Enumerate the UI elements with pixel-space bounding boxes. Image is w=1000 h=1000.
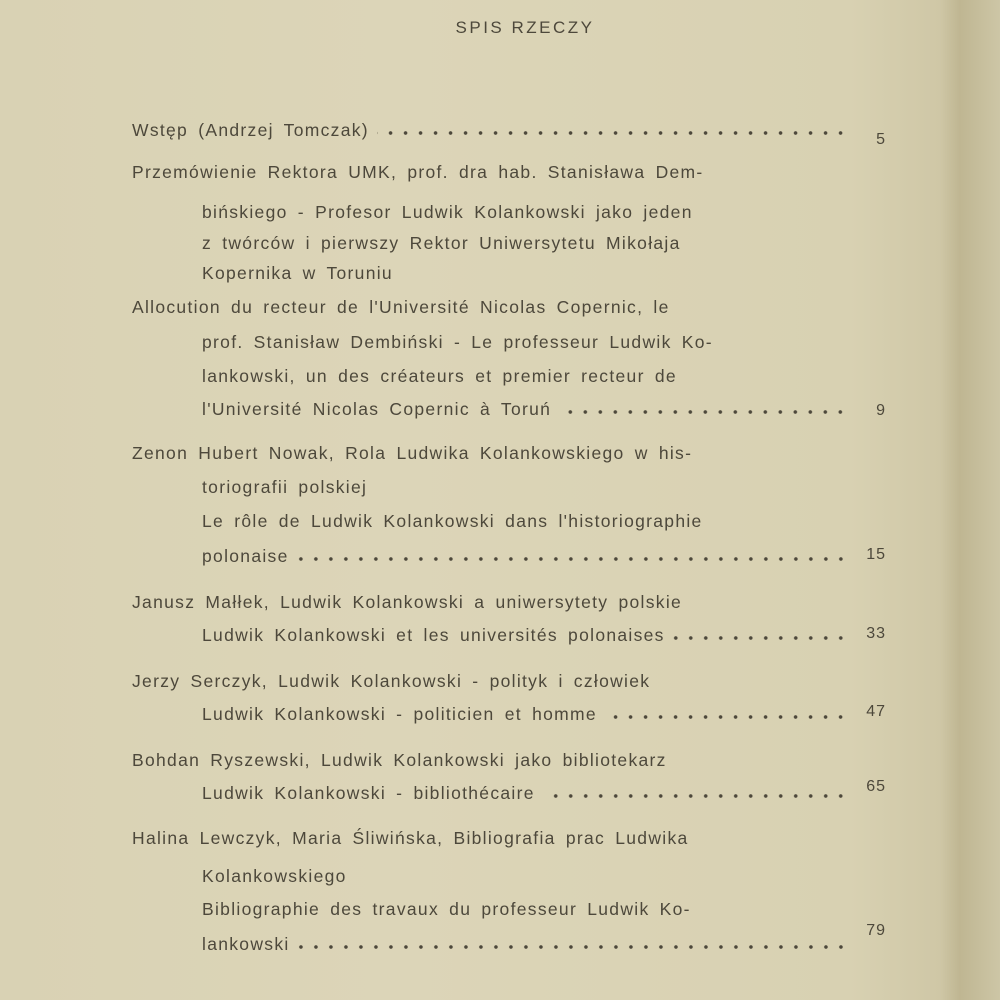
page-number: 79 (866, 922, 886, 939)
toc-line: Allocution du recteur de l'Université Nicolas Copernic, le (132, 297, 670, 317)
toc-line: Kolankowskiego (202, 866, 347, 886)
toc-line: Zenon Hubert Nowak, Rola Ludwika Kolankowskiego w his- (132, 443, 693, 463)
toc-line: Jerzy Serczyk, Ludwik Kolankowski - polityk i człowiek (132, 671, 651, 691)
page-number: 5 (876, 131, 886, 148)
toc-line: Wstęp (Andrzej Tomczak) (132, 120, 369, 140)
page-number: 47 (866, 703, 886, 720)
page-number: 33 (866, 625, 886, 642)
toc-line: l'Université Nicolas Copernic à Toruń (202, 399, 552, 419)
toc-line: Halina Lewczyk, Maria Śliwińska, Bibliografia prac Ludwika (132, 828, 689, 848)
dot-leader (298, 942, 848, 952)
dot-leader (297, 554, 848, 564)
page-number: 65 (866, 778, 886, 795)
toc-line: lankowski (202, 934, 290, 954)
toc-line: Kopernika w Toruniu (202, 263, 393, 283)
toc-line: Bibliographie des travaux du professeur Ludwik Ko- (202, 899, 691, 919)
page-number: 15 (866, 546, 886, 563)
toc-line: Le rôle de Ludwik Kolankowski dans l'historiographie (202, 511, 703, 531)
toc-line: lankowski, un des créateurs et premier recteur de (202, 366, 677, 386)
toc-line: Ludwik Kolankowski - bibliothécaire (202, 783, 535, 803)
dot-leader (673, 633, 848, 643)
toc-line: bińskiego - Profesor Ludwik Kolankowski jako jeden (202, 202, 693, 222)
toc-line: Przemówienie Rektora UMK, prof. dra hab. Stanisława Dem- (132, 162, 704, 182)
dot-leader (605, 712, 848, 722)
dot-leader (559, 407, 848, 417)
toc-line: Janusz Małłek, Ludwik Kolankowski a uniwersytety polskie (132, 592, 683, 612)
toc-line: Bohdan Ryszewski, Ludwik Kolankowski jako bibliotekarz (132, 750, 667, 770)
toc-line: Ludwik Kolankowski - politicien et homme (202, 704, 597, 724)
page-title: SPIS RZECZY (455, 18, 595, 37)
toc-line: z twórców i pierwszy Rektor Uniwersytetu Mikołaja (202, 233, 681, 253)
dot-leader (543, 791, 848, 801)
page-number: 9 (876, 402, 886, 419)
toc-line: prof. Stanisław Dembiński - Le professeur Ludwik Ko- (202, 332, 713, 352)
toc-line: toriografii polskiej (202, 477, 368, 497)
toc-line: polonaise (202, 546, 289, 566)
dot-leader (377, 128, 848, 138)
toc-line: Ludwik Kolankowski et les universités polonaises (202, 625, 665, 645)
